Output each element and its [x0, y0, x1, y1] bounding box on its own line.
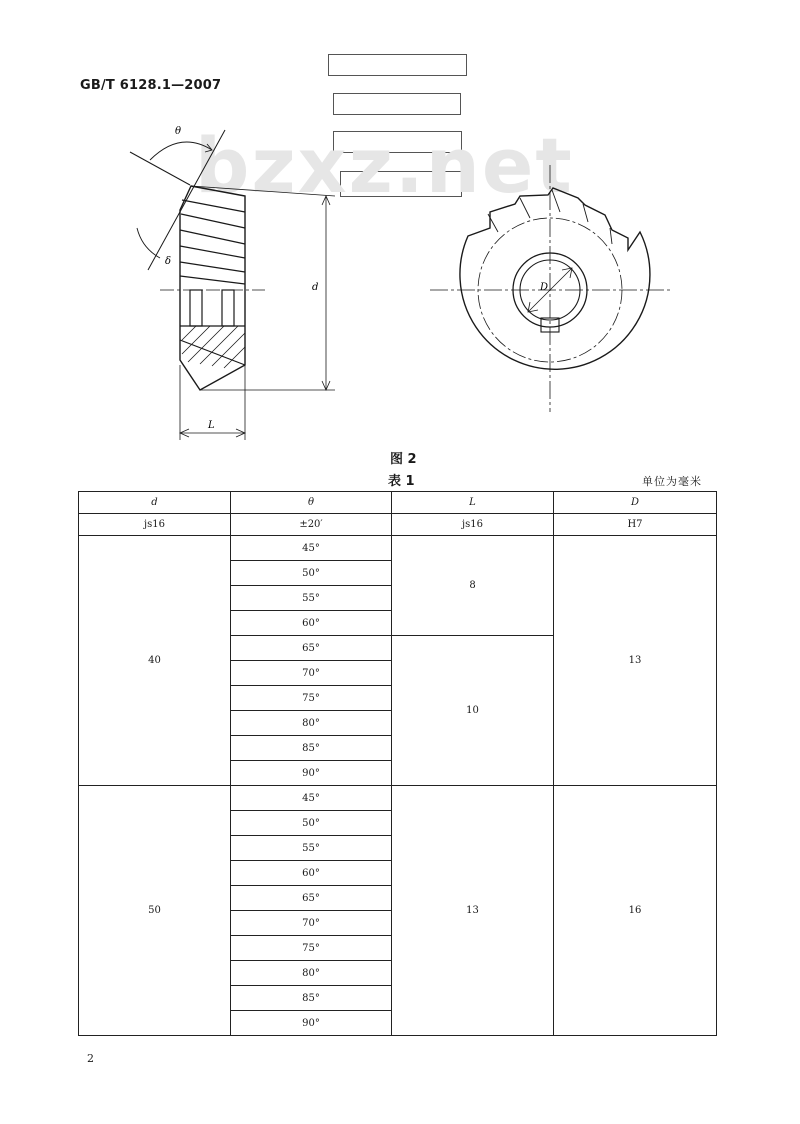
- cell-L-10: 10: [392, 636, 554, 786]
- cell-theta: 65°: [231, 636, 392, 661]
- figure-drawing: [0, 0, 800, 460]
- figure-caption: 图 2: [390, 452, 417, 467]
- cell-theta: 75°: [231, 686, 392, 711]
- D-dimension-label: D: [540, 282, 549, 293]
- tolerance-D: H7: [554, 514, 717, 536]
- cell-L-8: 8: [392, 536, 554, 636]
- cell-theta: 90°: [231, 761, 392, 786]
- table-caption: 表 1: [388, 474, 415, 489]
- cell-theta: 65°: [231, 886, 392, 911]
- cell-theta: 55°: [231, 836, 392, 861]
- cell-theta: 55°: [231, 586, 392, 611]
- cell-theta: 75°: [231, 936, 392, 961]
- watermark: bzxz.net: [195, 121, 574, 210]
- header-L: L: [392, 492, 554, 514]
- header-D: D: [554, 492, 717, 514]
- spec-table: [78, 491, 717, 1036]
- tolerance-d: js16: [79, 514, 231, 536]
- unit-note: 单位为毫米: [642, 475, 702, 488]
- cell-D-16: 16: [554, 786, 717, 1036]
- cell-theta: 85°: [231, 986, 392, 1011]
- cell-d-50: 50: [79, 786, 231, 1036]
- d-dimension-label: d: [312, 282, 319, 293]
- cell-L-13: 13: [392, 786, 554, 1036]
- cell-theta: 60°: [231, 861, 392, 886]
- header-theta: θ: [231, 492, 392, 514]
- cell-theta: 60°: [231, 611, 392, 636]
- L-dimension-label: L: [208, 420, 215, 431]
- theta-label: θ: [175, 126, 182, 137]
- cell-theta: 45°: [231, 536, 392, 561]
- cell-theta: 80°: [231, 961, 392, 986]
- cell-theta: 50°: [231, 561, 392, 586]
- page-number: 2: [87, 1052, 94, 1065]
- table-row: [79, 786, 717, 811]
- header-symbol-row: [79, 492, 717, 514]
- side-view: [130, 130, 335, 440]
- cell-theta: 80°: [231, 711, 392, 736]
- front-view: [430, 165, 670, 412]
- cell-D-13: 13: [554, 536, 717, 786]
- cell-theta: 50°: [231, 811, 392, 836]
- cell-theta: 85°: [231, 736, 392, 761]
- delta-label: δ: [165, 256, 172, 267]
- header-tolerance-row: [79, 514, 717, 536]
- cell-theta: 70°: [231, 911, 392, 936]
- cell-theta: 90°: [231, 1011, 392, 1036]
- cell-theta: 45°: [231, 786, 392, 811]
- tolerance-theta: ±20′: [231, 514, 392, 536]
- cell-d-40: 40: [79, 536, 231, 786]
- tolerance-L: js16: [392, 514, 554, 536]
- header-d: d: [79, 492, 231, 514]
- table-row: [79, 536, 717, 561]
- cell-theta: 70°: [231, 661, 392, 686]
- standard-code: GB/T 6128.1—2007: [80, 78, 222, 93]
